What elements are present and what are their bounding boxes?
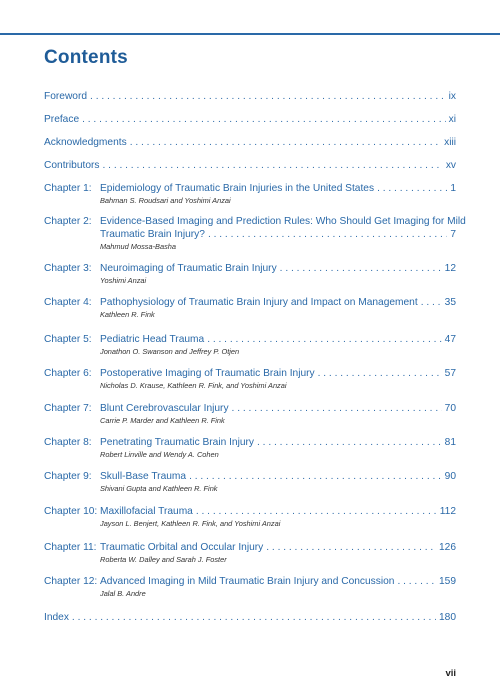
chapter-label: Chapter 8: [44,437,92,448]
chapter-page: 70 [444,403,456,414]
leader-dots [82,113,446,126]
chapter-page: 159 [439,576,456,587]
page-number: vii [445,668,456,679]
toc-entry-title: Foreword [44,91,88,102]
toc-entry-title: Contributors [44,160,100,171]
toc-entry-page: ix [448,91,456,102]
chapter-label: Chapter 5: [44,334,92,345]
toc-entry-foreword[interactable] [44,90,456,103]
toc-entry-title: Preface [44,114,80,125]
chapter-title: Penetrating Traumatic Brain Injury [100,437,255,448]
chapter-title: Advanced Imaging in Mild Traumatic Brain Injury and Concussion [100,576,395,587]
chapter-title: Pathophysiology of Traumatic Brain Injury and Impact on Management [100,297,418,308]
chapter-title: Traumatic Orbital and Occular Injury [100,542,264,553]
chapter-authors: Jayson L. Benjert, Kathleen R. Fink, and Yoshimi Anzai [100,519,281,528]
leader-dots [280,262,442,275]
toc-entry-page: 180 [439,612,456,623]
chapter-page: 7 [450,229,456,240]
toc-entry-preface[interactable] [44,113,456,126]
toc-entry-page: xiii [444,137,456,148]
leader-dots [196,505,437,518]
chapter-label: Chapter 9: [44,471,92,482]
toc-entry-title: Acknowledgments [44,137,127,148]
chapter-title: Maxillofacial Trauma [100,506,193,517]
toc-entry-page: xi [448,114,456,125]
chapter-title: Skull-Base Trauma [100,471,187,482]
chapter-authors: Jalal B. Andre [100,589,146,598]
chapter-page: 90 [444,471,456,482]
chapter-title: Neuroimaging of Traumatic Brain Injury [100,263,277,274]
chapter-authors: Nicholas D. Krause, Kathleen R. Fink, and Yoshimi Anzai [100,381,287,390]
leader-dots [421,296,442,309]
chapter-title: Pediatric Head Trauma [100,334,205,345]
chapter-title: Epidemiology of Traumatic Brain Injuries in the United States [100,183,375,194]
chapter-label: Chapter 6: [44,368,92,379]
leader-dots [72,611,436,624]
chapter-page: 12 [444,263,456,274]
leader-dots [189,470,442,483]
chapter-label: Chapter 1: [44,183,92,194]
chapter-label: Chapter 10: [44,506,98,517]
leader-dots [377,182,447,195]
chapter-label: Chapter 3: [44,263,92,274]
chapter-page: 81 [444,437,456,448]
chapter-page: 47 [444,334,456,345]
chapter-authors: Mahmud Mossa-Basha [100,242,176,251]
toc-entry-index[interactable] [44,611,456,624]
chapter-page: 35 [444,297,456,308]
chapter-page: 126 [439,542,456,553]
chapter-authors: Yoshimi Anzai [100,276,147,285]
chapter-page: 1 [450,183,456,194]
toc-entry-acknowledgments[interactable] [44,136,456,149]
page-title: Contents [44,47,128,68]
leader-dots [130,136,441,149]
chapter-authors: Robert Linville and Wendy A. Cohen [100,450,219,459]
chapter-label: Chapter 4: [44,297,92,308]
toc-entry-contributors[interactable] [44,159,456,172]
leader-dots [397,575,436,588]
leader-dots [266,541,436,554]
leader-dots [208,228,447,241]
leader-dots [207,333,441,346]
chapter-label: Chapter 2: [44,216,92,227]
chapter-title: Traumatic Brain Injury? [100,229,205,240]
chapter-label: Chapter 7: [44,403,92,414]
leader-dots [90,90,446,103]
chapter-page: 112 [439,506,456,517]
leader-dots [103,159,443,172]
toc-entry-title: Index [44,612,69,623]
toc-entry-page: xv [445,160,456,171]
chapter-label: Chapter 11: [44,542,97,553]
chapter-authors: Kathleen R. Fink [100,310,155,319]
chapter-authors: Bahman S. Roudsari and Yoshimi Anzai [100,196,231,205]
chapter-authors: Roberta W. Dalley and Sarah J. Foster [100,555,227,564]
chapter-title: Postoperative Imaging of Traumatic Brain Injury [100,368,315,379]
chapter-authors: Jonathon O. Swanson and Jeffrey P. Otjen [100,347,240,356]
chapter-authors: Shivani Gupta and Kathleen R. Fink [100,484,218,493]
chapter-authors: Carrie P. Marder and Kathleen R. Fink [100,416,225,425]
chapter-label: Chapter 12: [44,576,98,587]
chapter-page: 57 [444,368,456,379]
top-rule [0,33,500,35]
chapter-title: Blunt Cerebrovascular Injury [100,403,229,414]
leader-dots [257,436,442,449]
chapter-title-line-1: Evidence-Based Imaging and Prediction Rules: Who Should Get Imaging for Mild [100,216,466,227]
leader-dots [232,402,442,415]
leader-dots [318,367,442,380]
